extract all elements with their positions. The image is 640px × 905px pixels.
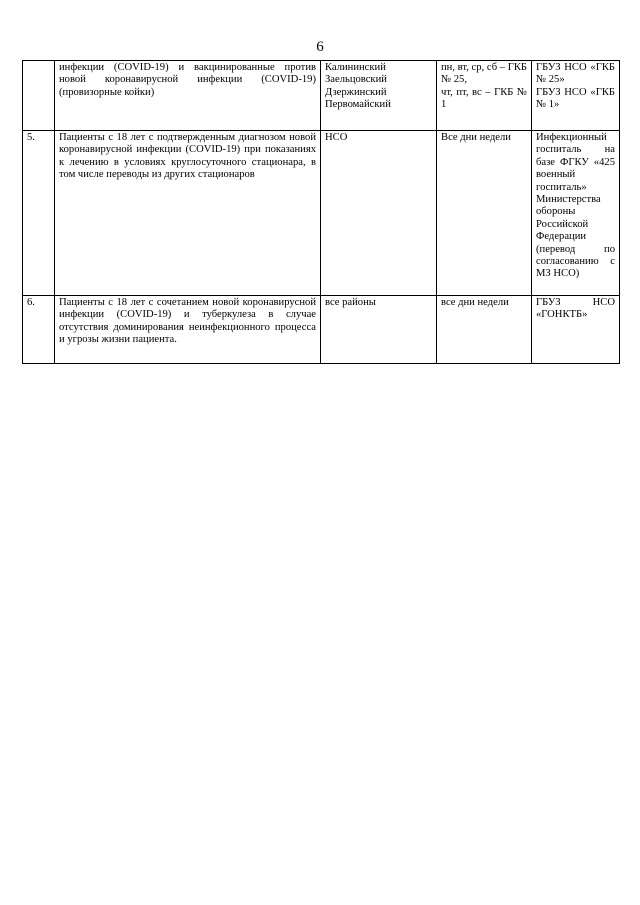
table-row <box>23 61 620 131</box>
row-number: 5. <box>23 131 55 296</box>
districts-cell <box>321 131 437 296</box>
district-item: все районы <box>325 297 376 308</box>
districts-cell <box>321 296 437 364</box>
table-row <box>23 296 620 364</box>
hospital-item: ГБУЗ НСО «ГОНКТБ» <box>536 297 615 321</box>
patient-category: Пациенты с 18 лет с сочетанием новой коронавирусной инфекции (COVID-19) и туберкулеза в случае отсутствия доминирования неинфекционного процесса и угрозы жизни пациента. <box>55 296 321 364</box>
row-number <box>23 61 55 131</box>
table-row <box>23 131 620 296</box>
schedule-item: все дни недели <box>441 297 509 308</box>
schedule-cell <box>437 131 532 296</box>
schedule-cell <box>437 61 532 131</box>
hospital-cell <box>532 61 620 131</box>
hospital-item: Инфекционный госпиталь на базе ФГКУ «425 военный госпиталь» Министерства обороны Российской Федерации (перевод по согласованию с МЗ НСО) <box>536 132 615 280</box>
district-item: НСО <box>325 132 348 143</box>
hospital-cell <box>532 131 620 296</box>
district-item: Первомайский <box>325 99 391 111</box>
hospital-item: ГБУЗ НСО «ГКБ № 25» <box>536 62 615 86</box>
schedule-item: пн, вт, ср, сб – ГКБ № 25, <box>441 62 527 86</box>
district-item: Калининский <box>325 62 386 73</box>
schedule-item: Все дни недели <box>441 132 511 143</box>
hospital-item: ГБУЗ НСО «ГКБ № 1» <box>536 86 615 111</box>
district-item: Заельцовский <box>325 74 387 86</box>
row-number: 6. <box>23 296 55 364</box>
page-number: 6 <box>316 39 324 55</box>
hospital-cell <box>532 296 620 364</box>
districts-cell <box>321 61 437 131</box>
schedule-cell <box>437 296 532 364</box>
routing-table <box>22 60 620 364</box>
district-item: Дзержинский <box>325 86 387 98</box>
patient-category: инфекции (COVID-19) и вакцинированные против новой коронавирусной инфекции (COVID-19) (провизорные койки) <box>55 61 321 131</box>
schedule-item: чт, пт, вс – ГКБ № 1 <box>441 86 527 111</box>
patient-category: Пациенты с 18 лет с подтвержденным диагнозом новой коронавирусной инфекции (COVID-19) при показаниях к лечению в условиях круглосуточного стационара, в том числе переводы из других стационаров <box>55 131 321 296</box>
